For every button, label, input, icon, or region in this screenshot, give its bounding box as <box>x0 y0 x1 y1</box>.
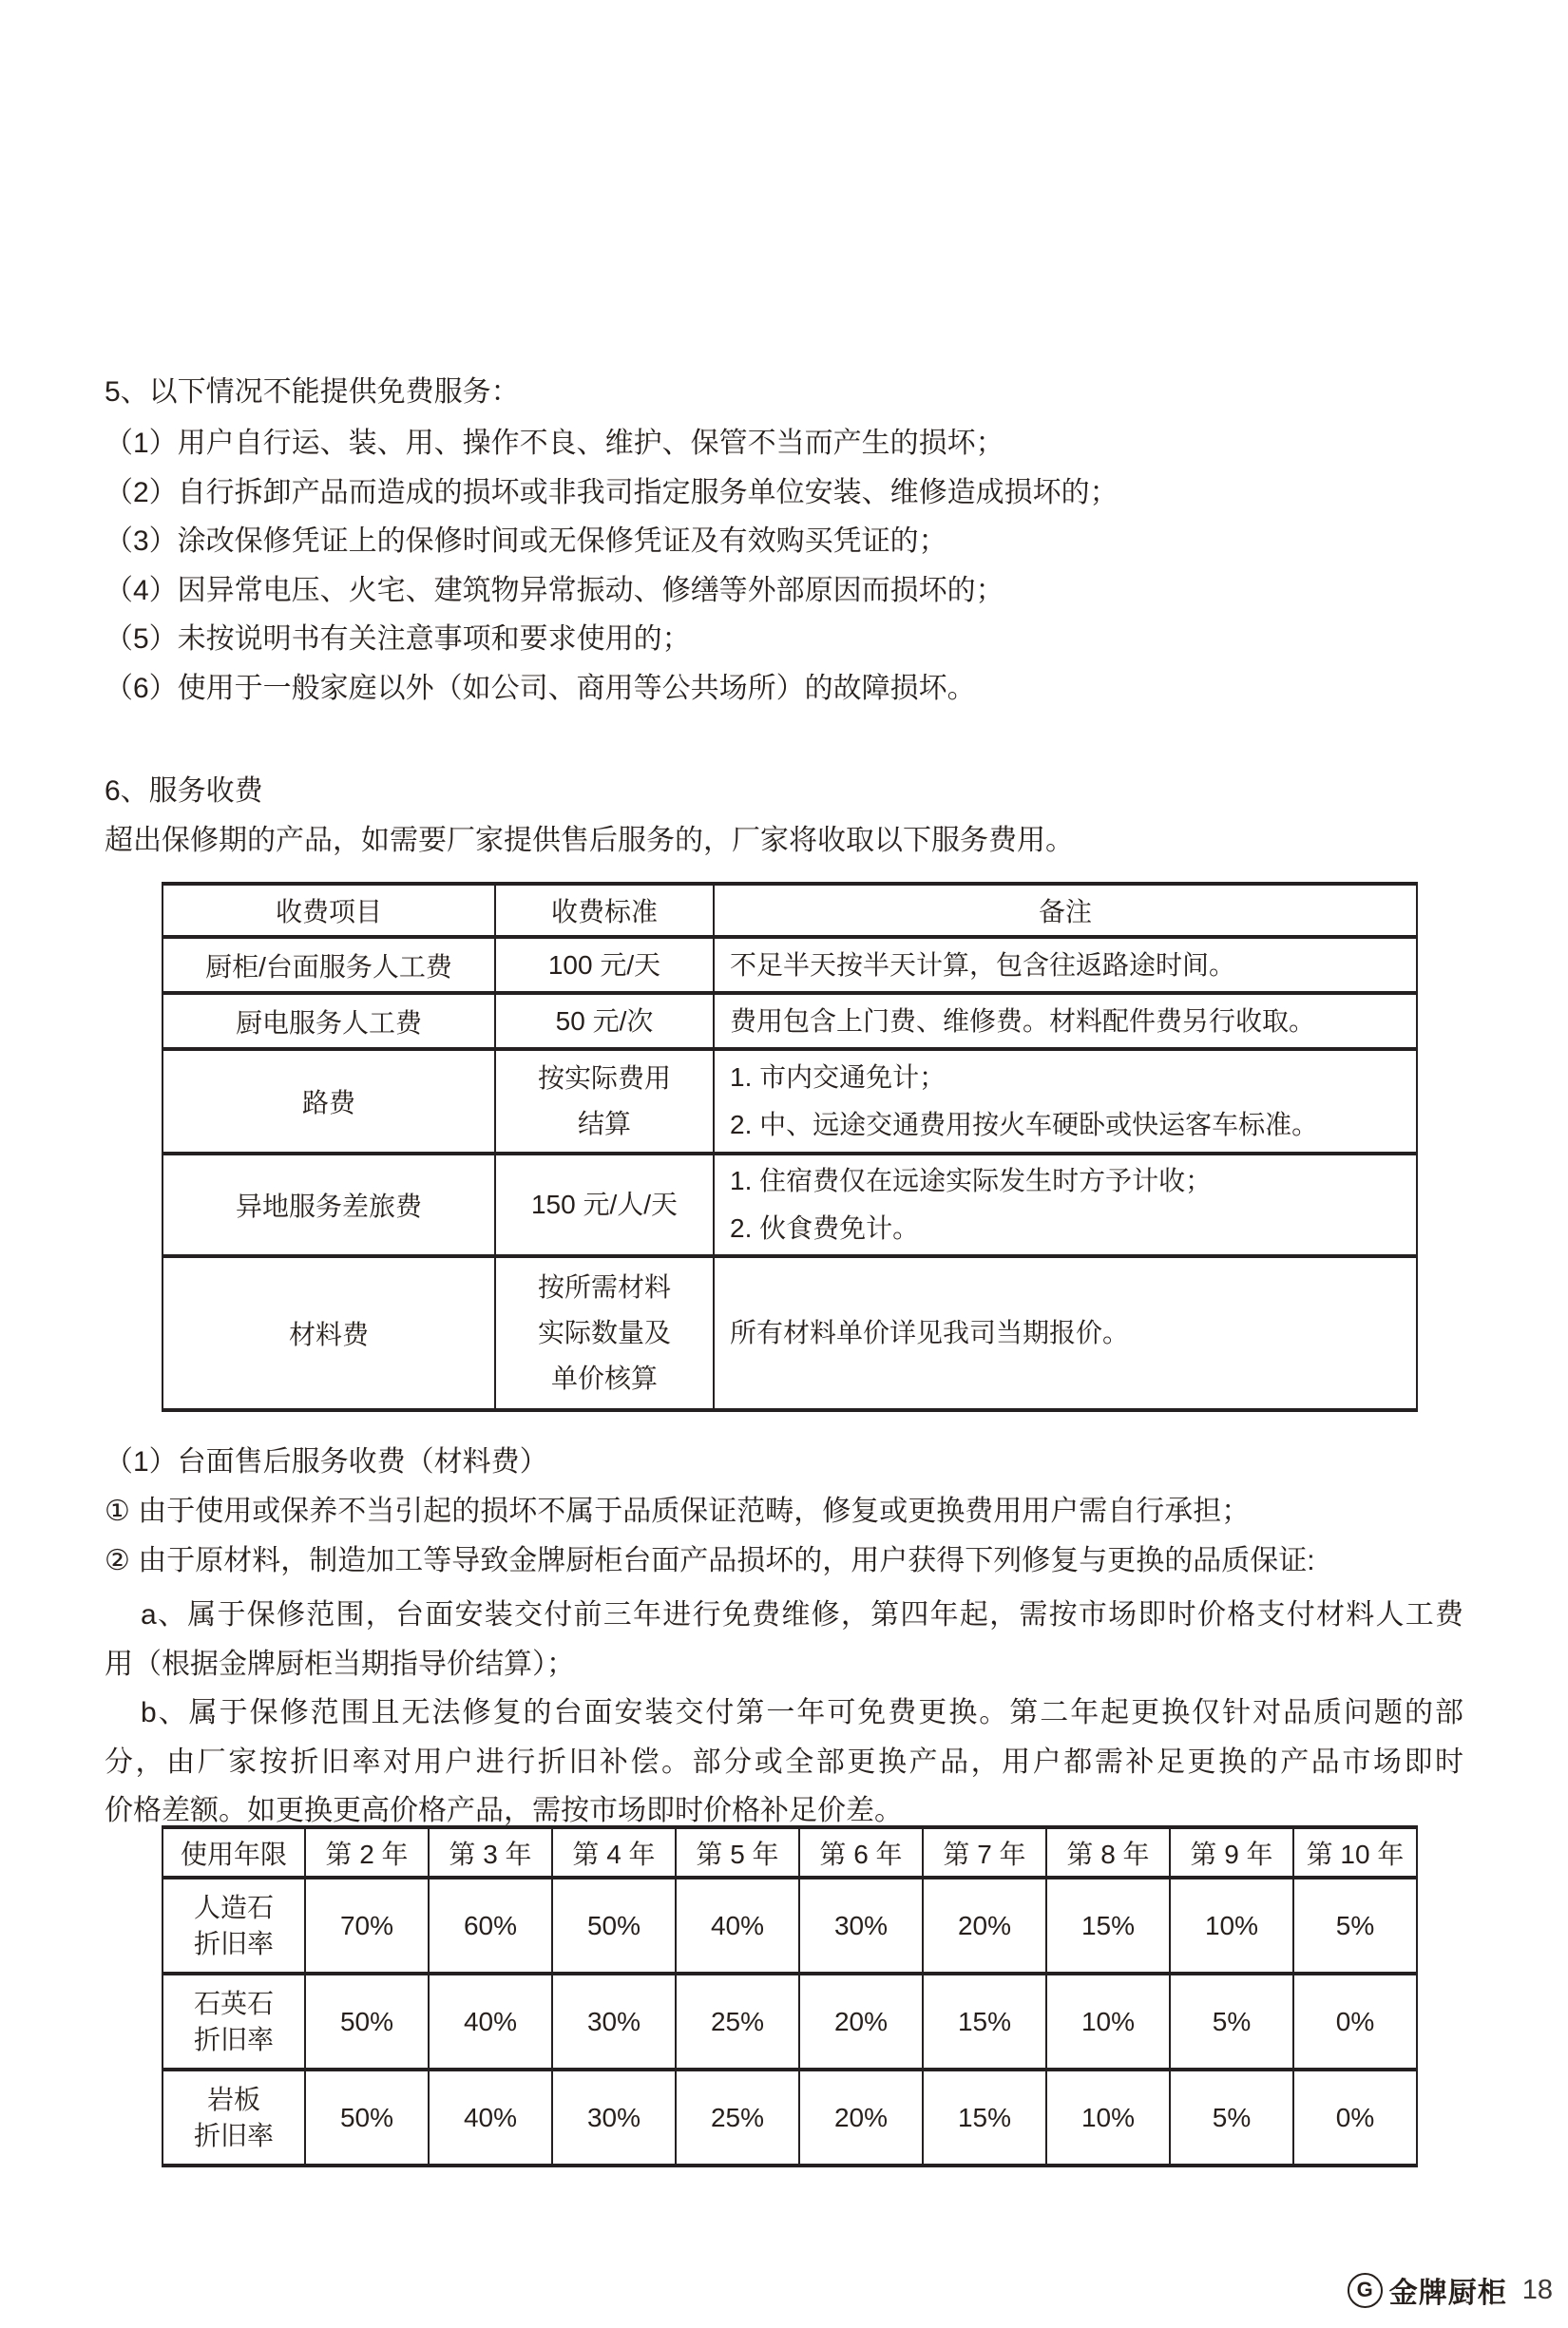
dep-value-cell: 15% <box>923 1974 1046 2070</box>
dep-value-cell: 10% <box>1170 1878 1293 1974</box>
fee-item-cell: 厨电服务人工费 <box>163 993 495 1049</box>
fee-standard-cell <box>495 1256 714 1410</box>
label-line: 折旧率 <box>193 1928 274 1958</box>
dep-value-cell: 0% <box>1293 1974 1417 2070</box>
dep-header-cell: 第 5 年 <box>676 1827 799 1878</box>
label-line: 人造石 <box>193 1892 274 1922</box>
fee-standard-cell <box>495 993 714 1049</box>
dep-value-cell: 10% <box>1046 2070 1170 2166</box>
fee-standard-cell <box>495 1049 714 1154</box>
fee-table-header-cell: 收费项目 <box>163 884 495 937</box>
dep-value-cell: 40% <box>429 1974 552 2070</box>
dep-header-cell: 第 3 年 <box>429 1827 552 1878</box>
dep-value-cell: 50% <box>552 1878 676 1974</box>
list-item: （1）用户自行运、装、用、操作不良、维护、保管不当而产生的损坏； <box>105 428 1004 459</box>
page-footer <box>1348 2269 1553 2311</box>
fee-standard-cell <box>495 937 714 993</box>
list-item: （6）使用于一般家庭以外（如公司、商用等公共场所）的故障损坏。 <box>105 672 976 704</box>
dep-value-cell: 15% <box>1046 1878 1170 1974</box>
label-line: 石英石 <box>193 1988 274 2018</box>
para-line: b、属于保修范围且无法修复的台面安装交付第一年可免费更换。第二年起更换仅针对品质问题的部 <box>141 1697 1463 1728</box>
fee-item-cell: 路费 <box>163 1049 495 1154</box>
note-line: 费用包含上门费、维修费。材料配件费另行收取。 <box>730 1005 1316 1036</box>
label-line: 折旧率 <box>193 2120 274 2150</box>
label-line: 折旧率 <box>193 2024 274 2054</box>
fee-table-header-row <box>163 884 1417 937</box>
fee-note-cell <box>714 1256 1417 1410</box>
fee-note-cell <box>714 937 1417 993</box>
dep-value-cell: 25% <box>676 2070 799 2166</box>
dep-value-cell: 10% <box>1046 1974 1170 2070</box>
standard-line: 按所需材料 <box>537 1272 671 1302</box>
standard-line: 实际数量及 <box>537 1318 671 1347</box>
dep-value-cell: 30% <box>552 1974 676 2070</box>
countertop-point2: ② 由于原材料，制造加工等导致金牌厨柜台面产品损坏的，用户获得下列修复与更换的品质保证: <box>105 1545 1315 1576</box>
fee-table-row <box>163 1256 1417 1410</box>
dep-value-cell: 30% <box>552 2070 676 2166</box>
dep-value-cell: 40% <box>676 1878 799 1974</box>
dep-value-cell: 60% <box>429 1878 552 1974</box>
note-line: 2. 伙食费免计。 <box>730 1213 920 1243</box>
countertop-point1: ① 由于使用或保养不当引起的损坏不属于品质保证范畴，修复或更换费用用户需自行承担； <box>105 1496 1251 1527</box>
dep-header-cell: 第 9 年 <box>1170 1827 1293 1878</box>
dep-header-cell: 第 10 年 <box>1293 1827 1417 1878</box>
standard-line: 结算 <box>577 1109 631 1138</box>
depreciation-table <box>162 1825 1418 2167</box>
dep-header-cell: 第 2 年 <box>305 1827 429 1878</box>
section6-title: 6、服务收费 <box>105 775 263 807</box>
fee-note-cell <box>714 1154 1417 1256</box>
section6-intro: 超出保修期的产品，如需要厂家提供售后服务的，厂家将收取以下服务费用。 <box>105 825 1074 856</box>
standard-line: 按实际费用 <box>537 1063 671 1093</box>
dep-table-row <box>163 2070 1417 2166</box>
dep-value-cell: 30% <box>799 1878 923 1974</box>
fee-table-row <box>163 937 1417 993</box>
list-item: （2）自行拆卸产品而造成的损坏或非我司指定服务单位安装、维修造成损坏的； <box>105 476 1119 508</box>
dep-header-cell: 使用年限 <box>163 1827 305 1878</box>
dep-table-row <box>163 1878 1417 1974</box>
dep-label-cell <box>163 2070 305 2166</box>
para-line: 用（根据金牌厨柜当期指导价结算）； <box>105 1648 575 1680</box>
fee-table-header-cell: 备注 <box>714 884 1417 937</box>
dep-header-cell: 第 8 年 <box>1046 1827 1170 1878</box>
fee-note-cell <box>714 1049 1417 1154</box>
dep-value-cell: 40% <box>429 2070 552 2166</box>
note-line: 所有材料单价详见我司当期报价。 <box>730 1318 1130 1347</box>
dep-table-header-row <box>163 1827 1417 1878</box>
note-line: 1. 市内交通免计； <box>730 1062 947 1092</box>
dep-header-cell: 第 4 年 <box>552 1827 676 1878</box>
brand-logo-icon: G <box>1348 2273 1383 2308</box>
dep-label-cell <box>163 1878 305 1974</box>
note-line: 不足半天按半天计算，包含往返路途时间。 <box>730 949 1236 980</box>
section5-list <box>105 419 1463 714</box>
dep-value-cell: 70% <box>305 1878 429 1974</box>
dep-table-row <box>163 1974 1417 2070</box>
dep-value-cell: 5% <box>1293 1878 1417 1974</box>
list-item: （4）因异常电压、火宅、建筑物异常振动、修缮等外部原因而损坏的； <box>105 574 1004 606</box>
label-line: 岩板 <box>206 2084 260 2114</box>
countertop-title: （1）台面售后服务收费（材料费） <box>105 1446 548 1478</box>
countertop-para-a <box>105 1591 1463 1689</box>
countertop-para-b <box>105 1689 1463 1836</box>
dep-header-cell: 第 6 年 <box>799 1827 923 1878</box>
fee-item-cell: 厨柜/台面服务人工费 <box>163 937 495 993</box>
fee-standard-cell <box>495 1154 714 1256</box>
dep-value-cell: 0% <box>1293 2070 1417 2166</box>
para-line: a、属于保修范围，台面安装交付前三年进行免费维修，第四年起，需按市场即时价格支付材料人工费 <box>141 1599 1463 1631</box>
fee-table-row <box>163 993 1417 1049</box>
dep-header-cell: 第 7 年 <box>923 1827 1046 1878</box>
note-line: 2. 中、远途交通费用按火车硬卧或快运客车标准。 <box>730 1110 1319 1139</box>
standard-line: 单价核算 <box>550 1364 658 1393</box>
dep-value-cell: 5% <box>1170 2070 1293 2166</box>
dep-value-cell: 20% <box>799 1974 923 2070</box>
standard-line: 100 元/天 <box>547 949 661 980</box>
page-number: 18 <box>1521 2274 1553 2305</box>
dep-label-cell <box>163 1974 305 2070</box>
dep-value-cell: 25% <box>676 1974 799 2070</box>
dep-value-cell: 20% <box>799 2070 923 2166</box>
para-line: 分，由厂家按折旧率对用户进行折旧补偿。部分或全部更换产品，用户都需补足更换的产品市场即时 <box>105 1746 1463 1778</box>
para-line: 价格差额。如更换更高价格产品，需按市场即时价格补足价差。 <box>105 1795 903 1827</box>
dep-value-cell: 5% <box>1170 1974 1293 2070</box>
fee-table-row <box>163 1154 1417 1256</box>
dep-value-cell: 15% <box>923 2070 1046 2166</box>
dep-value-cell: 50% <box>305 1974 429 2070</box>
fee-item-cell: 材料费 <box>163 1256 495 1410</box>
list-item: （3）涂改保修凭证上的保修时间或无保修凭证及有效购买凭证的； <box>105 525 947 558</box>
list-item: （5）未按说明书有关注意事项和要求使用的； <box>105 623 691 656</box>
fee-note-cell <box>714 993 1417 1049</box>
note-line: 1. 住宿费仅在远途实际发生时方予计收； <box>730 1166 1213 1195</box>
section5-title: 5、以下情况不能提供免费服务： <box>105 376 520 408</box>
dep-value-cell: 20% <box>923 1878 1046 1974</box>
fee-table <box>162 882 1418 1412</box>
fee-item-cell: 异地服务差旅费 <box>163 1154 495 1256</box>
fee-table-row <box>163 1049 1417 1154</box>
brand-name: 金牌厨柜 <box>1388 2278 1507 2309</box>
standard-line: 150 元/人/天 <box>530 1190 679 1219</box>
fee-table-header-cell: 收费标准 <box>495 884 714 937</box>
dep-value-cell: 50% <box>305 2070 429 2166</box>
standard-line: 50 元/次 <box>555 1005 654 1036</box>
